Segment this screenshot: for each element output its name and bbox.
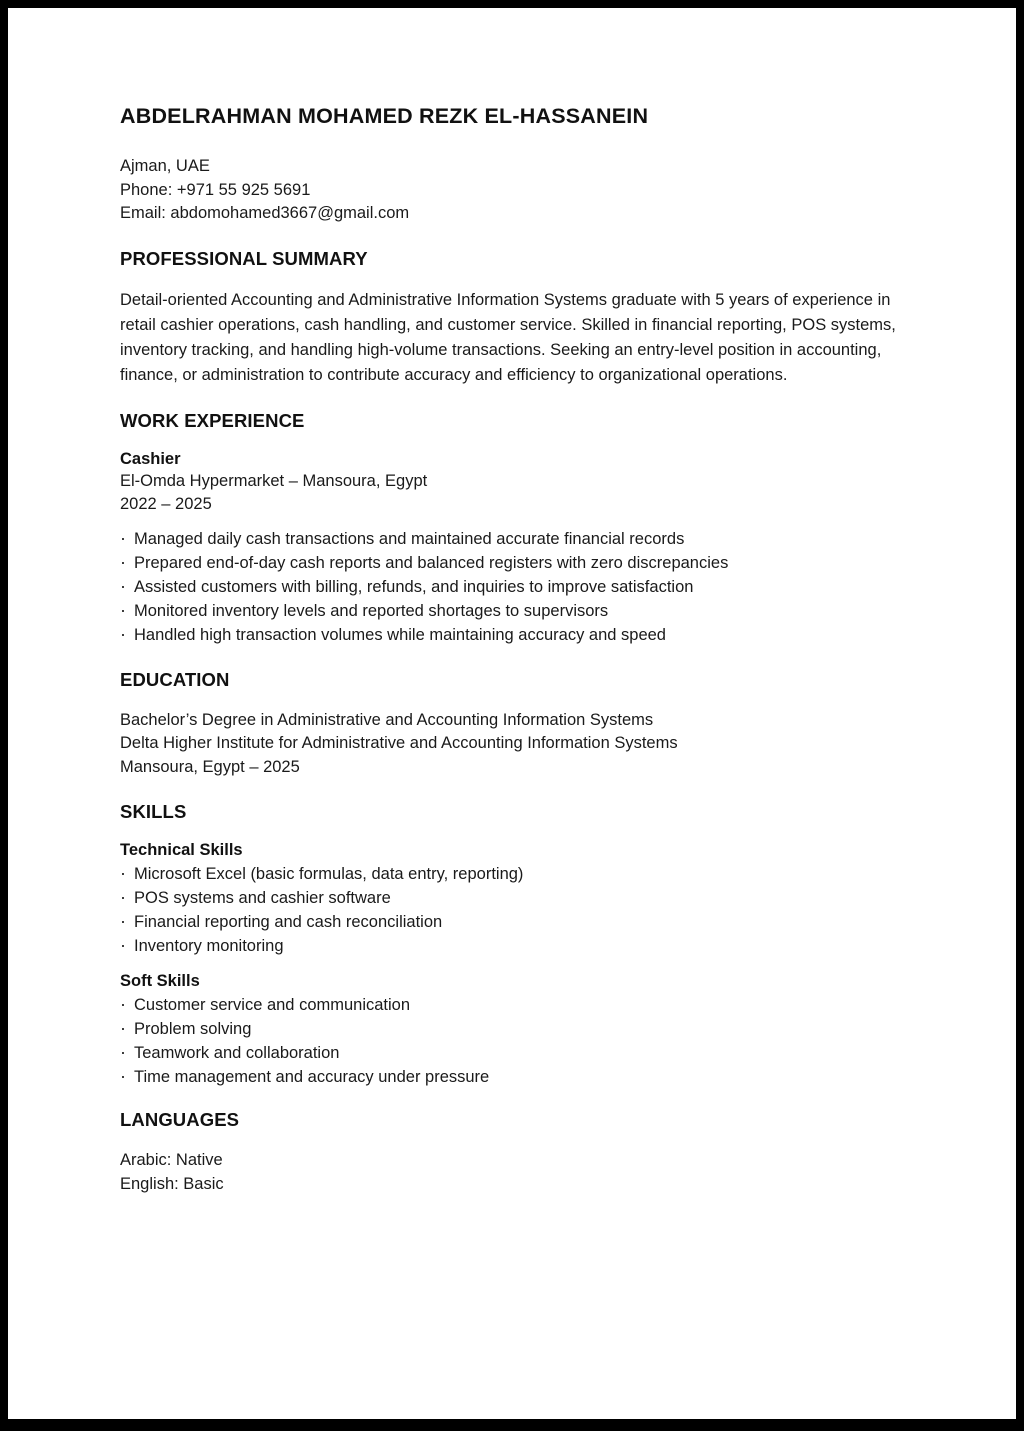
experience-bullet-list [120, 527, 920, 647]
list-item: · Time management and accuracy under pressure [120, 1065, 920, 1089]
contact-email: Email: abdomohamed3667@gmail.com [120, 204, 410, 222]
list-item: · Customer service and communication [120, 993, 920, 1017]
technical-skills-list [120, 862, 920, 958]
education-entry [120, 709, 920, 780]
language-item-english: English: Basic [120, 1174, 224, 1193]
list-item: · Financial reporting and cash reconciliation [120, 910, 920, 934]
list-item: · Microsoft Excel (basic formulas, data entry, reporting) [120, 862, 920, 886]
list-item: · Teamwork and collaboration [120, 1041, 920, 1065]
list-item: · Monitored inventory levels and reported shortages to supervisors [120, 599, 920, 623]
experience-job-title: Cashier [120, 449, 181, 468]
list-item: · Problem solving [120, 1017, 920, 1041]
section-heading-languages: LANGUAGES [120, 1109, 240, 1130]
technical-skills-group [120, 841, 920, 958]
contact-block [120, 155, 920, 226]
experience-dates: 2022 – 2025 [120, 495, 212, 513]
languages-block [120, 1149, 920, 1196]
list-item: · Prepared end-of-day cash reports and balanced registers with zero discrepancies [120, 551, 920, 575]
list-item: · Assisted customers with billing, refunds, and inquiries to improve satisfaction [120, 575, 920, 599]
education-location-year: Mansoura, Egypt – 2025 [120, 757, 300, 776]
experience-employer: El-Omda Hypermarket – Mansoura, Egypt [120, 471, 428, 490]
contact-phone: Phone: +971 55 925 5691 [120, 180, 311, 199]
soft-skills-list [120, 993, 920, 1089]
list-item: · POS systems and cashier software [120, 886, 920, 910]
list-item: · Managed daily cash transactions and maintained accurate financial records [120, 527, 920, 551]
section-heading-education: EDUCATION [120, 668, 230, 690]
professional-summary-text: Detail-oriented Accounting and Administrative Information Systems graduate with 5 years of experience in retail cashier operations, cash handling, and customer service. Skilled in financial reporting, POS systems, inventory tracking, and handling high-volume transactions. Seeking an entry-level position in accounting, finance, or administration to contribute accuracy and efficiency to organizational operations. [120, 290, 896, 384]
soft-skills-group [120, 972, 920, 1089]
list-item: · Handled high transaction volumes while maintaining accuracy and speed [120, 623, 920, 647]
document-page [8, 8, 1016, 1419]
education-degree: Bachelor’s Degree in Administrative and Accounting Information Systems [120, 710, 654, 729]
list-item: · Inventory monitoring [120, 934, 920, 958]
technical-skills-label: Technical Skills [120, 841, 243, 859]
section-heading-work-experience: WORK EXPERIENCE [120, 409, 305, 431]
experience-entry [120, 450, 920, 647]
soft-skills-label: Soft Skills [120, 972, 200, 990]
section-heading-professional-summary: PROFESSIONAL SUMMARY [120, 247, 368, 269]
education-institution: Delta Higher Institute for Administrative and Accounting Information Systems [120, 734, 678, 752]
language-item-arabic: Arabic: Native [120, 1151, 223, 1169]
candidate-name: ABDELRAHMAN MOHAMED REZK EL-HASSANEIN [120, 104, 649, 128]
section-heading-skills: SKILLS [120, 801, 187, 822]
resume-content [120, 104, 920, 1196]
contact-location: Ajman, UAE [120, 157, 210, 175]
